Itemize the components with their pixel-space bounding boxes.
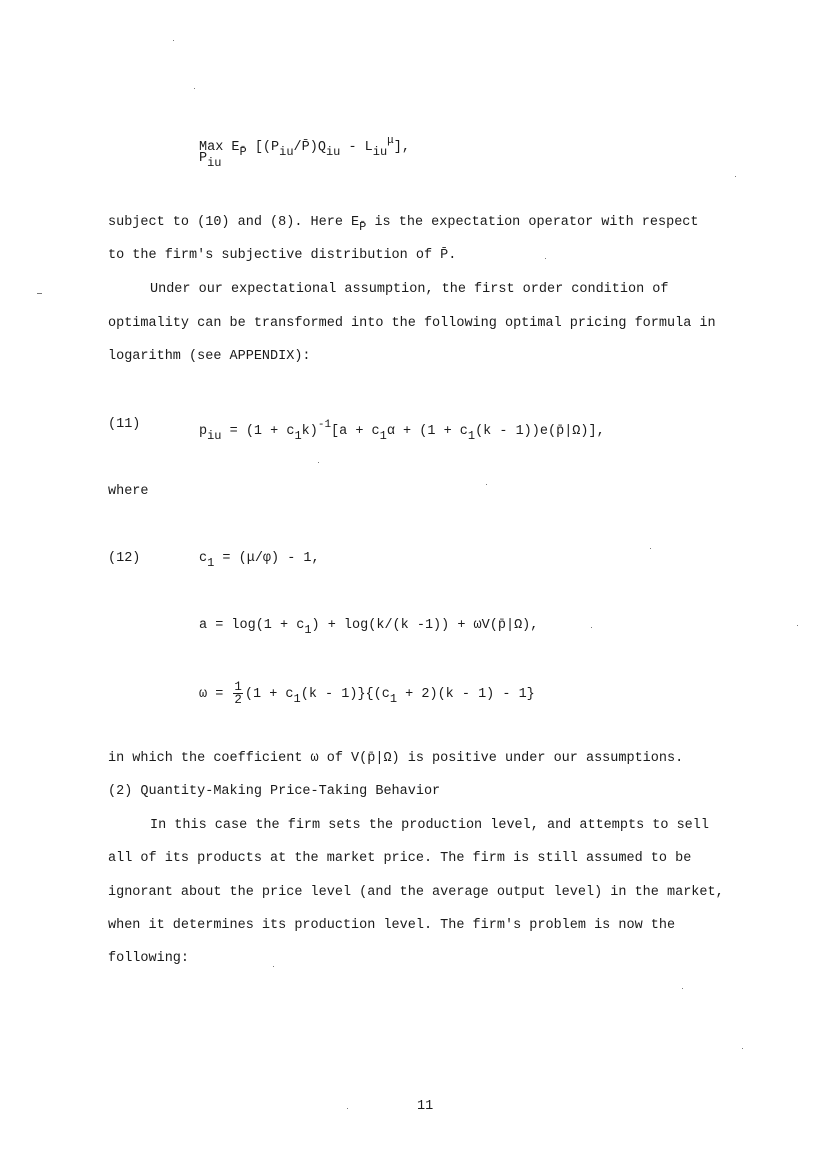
- scan-speck: [650, 548, 651, 549]
- equation-12-c1: c1 = (μ/φ) - 1,: [199, 551, 320, 570]
- body-text-line: all of its products at the market price. The firm is still assumed to be: [108, 851, 692, 866]
- scan-speck: [37, 293, 42, 294]
- scan-speck: [545, 258, 546, 259]
- body-text-line: Under our expectational assumption, the first order condition of: [150, 282, 669, 297]
- body-text-line: following:: [108, 951, 190, 966]
- scan-speck: [797, 625, 798, 626]
- page-number: 11: [417, 1099, 434, 1114]
- scan-speck: [486, 484, 487, 485]
- equation-number: (11): [108, 417, 141, 432]
- objective-formula: Max EP̄ [(Piu/P̄)Qiu - Liu$^\mu$],: [199, 135, 410, 159]
- scan-speck: [682, 988, 683, 989]
- scan-speck: [742, 1048, 743, 1049]
- body-text-line: optimality can be transformed into the following optimal pricing formula in: [108, 316, 716, 331]
- scan-speck: [591, 627, 592, 628]
- equation-11: piu = $(1 + c1k)^{-1}[a + c1\alpha + (1 + c1(k$ - 1))e(p̄|Ω)],: [199, 419, 605, 443]
- body-text-line: when it determines its production level. The firm's problem is now the: [108, 918, 676, 933]
- scan-speck: [318, 462, 319, 463]
- body-text-line: to the firm's subjective distribution of P̄.: [108, 248, 457, 263]
- body-text-line: logarithm (see APPENDIX):: [108, 349, 311, 364]
- section-heading: (2) Quantity-Making Price-Taking Behavior: [108, 784, 441, 799]
- scan-speck: [273, 966, 274, 967]
- equation-12-a: a = log(1 + c1) + log(k/(k -1)) + ωV(p̄|Ω),: [199, 618, 539, 637]
- scan-speck: [735, 176, 736, 177]
- body-text-line: subject to (10) and (8). Here EP̄ is the expectation operator with respect: [108, 215, 699, 234]
- scan-speck: [347, 1108, 348, 1109]
- body-text-line: In this case the firm sets the production level, and attempts to sell: [150, 818, 709, 833]
- body-text-line: where: [108, 484, 149, 499]
- scan-speck: [194, 88, 195, 89]
- one-half-fraction: $\frac{1}{2}$: [234, 680, 242, 707]
- body-text-line: ignorant about the price level (and the average output level) in the market,: [108, 885, 724, 900]
- body-text-line: in which the coefficient ω of V(p̄|Ω) is positive under our assumptions.: [108, 751, 684, 766]
- objective-control-variable: Piu: [199, 151, 222, 170]
- equation-number: (12): [108, 551, 141, 566]
- scan-speck: [173, 40, 174, 41]
- equation-12-omega: ω = $\frac{1}{2}$ (1 + c1(k - 1)}{(c1 + 2)(k - 1) - 1}: [199, 680, 535, 707]
